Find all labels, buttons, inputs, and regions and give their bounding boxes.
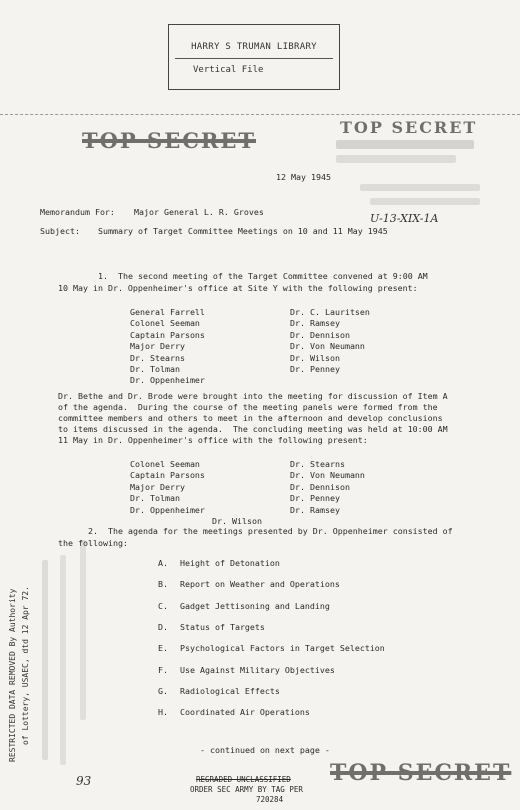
attendee: Dr. Von Neumann bbox=[290, 341, 365, 352]
redaction-mark bbox=[370, 198, 480, 205]
margin-note-line1: RESTRICTED DATA REMOVED By Authority bbox=[8, 588, 17, 762]
memo-for-label: Memorandum For: bbox=[40, 207, 115, 217]
continued-note: - continued on next page - bbox=[200, 745, 330, 755]
agenda-item: Report on Weather and Operations bbox=[180, 579, 340, 589]
memo-for-value: Major General L. R. Groves bbox=[134, 207, 264, 217]
attendee: Dr. Von Neumann bbox=[290, 470, 365, 481]
bethe-paragraph bbox=[58, 391, 520, 446]
handwritten-annotation bbox=[80, 540, 86, 720]
attendee: Dr. Ramsey bbox=[290, 318, 340, 329]
agenda-letter: D. bbox=[158, 622, 168, 632]
page-number: 93 bbox=[76, 774, 92, 788]
handwritten-annotation bbox=[60, 555, 66, 765]
attendee: Dr. Stearns bbox=[130, 352, 185, 363]
attendee: Dr. Dennison bbox=[290, 329, 350, 340]
top-divider bbox=[0, 114, 520, 115]
margin-note-line2: of Lottery, USAEC, dtd 12 Apr 72. bbox=[21, 586, 30, 745]
agenda-list bbox=[158, 558, 458, 718]
attendee: Dr. Stearns bbox=[290, 459, 345, 469]
redaction-mark bbox=[336, 140, 474, 149]
attendee-center: Dr. Wilson bbox=[212, 516, 262, 526]
agenda-item: Radiological Effects bbox=[180, 686, 280, 696]
agenda-item: Gadget Jettisoning and Landing bbox=[180, 601, 330, 611]
bethe-line: of the agenda. During the course of the meeting panels were formed from the bbox=[58, 402, 438, 412]
attendee: Dr. Oppenheimer bbox=[130, 504, 205, 515]
top-secret-stamp-bottom: TOP SECRET bbox=[330, 760, 512, 786]
para1-line1: 1. The second meeting of the Target Committee convened at 9:00 AM bbox=[98, 271, 428, 281]
agenda-item: Use Against Military Objectives bbox=[180, 665, 335, 675]
agenda-letter: F. bbox=[158, 665, 168, 675]
library-title: HARRY S TRUMAN LIBRARY bbox=[191, 42, 317, 52]
attendee: Captain Parsons bbox=[130, 329, 205, 340]
subject-label: Subject: bbox=[40, 226, 80, 236]
attendees-list-2 bbox=[130, 459, 390, 516]
top-secret-stamp-right: TOP SECRET bbox=[340, 118, 478, 137]
agenda-item: Coordinated Air Operations bbox=[180, 707, 310, 717]
attendee: Dr. Dennison bbox=[290, 481, 350, 492]
para2-line1: 2. The agenda for the meetings presented by Dr. Oppenheimer consisted of bbox=[88, 526, 453, 536]
redaction-mark bbox=[336, 155, 456, 163]
subject-value: Summary of Target Committee Meetings on 10 and 11 May 1945 bbox=[98, 226, 388, 236]
attendee: Major Derry bbox=[130, 341, 185, 352]
bethe-line: 11 May in Dr. Oppenheimer's office with the following present: bbox=[58, 435, 368, 445]
agenda-letter: C. bbox=[158, 601, 168, 611]
memo-date: 12 May 1945 bbox=[276, 172, 331, 182]
attendee: Dr. Penney bbox=[290, 364, 340, 375]
handwritten-code: U-13-XIX-1A bbox=[370, 212, 439, 225]
regraded-stamp-line1: REGRADED UNCLASSIFIED bbox=[196, 775, 291, 784]
agenda-letter: E. bbox=[158, 643, 168, 653]
attendee: Dr. Tolman bbox=[130, 493, 180, 504]
attendee: Dr. Penney bbox=[290, 493, 340, 504]
agenda-letter: A. bbox=[158, 558, 168, 568]
regraded-stamp-line2: ORDER SEC ARMY BY TAG PER bbox=[190, 785, 303, 794]
agenda-letter: H. bbox=[158, 707, 168, 717]
para2-line2: the following: bbox=[58, 538, 128, 548]
attendees-list-1 bbox=[130, 307, 390, 387]
regraded-stamp-line3: 720284 bbox=[256, 795, 284, 804]
agenda-letter: G. bbox=[158, 686, 168, 696]
top-secret-stamp-left: TOP SECRET bbox=[82, 128, 256, 153]
bethe-line: committee members and others to meet in the afternoon and develop conclusions bbox=[58, 413, 443, 423]
agenda-letter: B. bbox=[158, 579, 168, 589]
agenda-item: Psychological Factors in Target Selection bbox=[180, 643, 385, 653]
redaction-mark bbox=[360, 184, 480, 191]
library-label bbox=[168, 24, 340, 90]
attendee: Dr. Tolman bbox=[130, 364, 180, 375]
attendee: Dr. Wilson bbox=[290, 352, 340, 363]
attendee: Dr. Oppenheimer bbox=[130, 375, 205, 386]
attendee: Dr. C. Lauritsen bbox=[290, 307, 370, 317]
bethe-line: to items discussed in the agenda. The concluding meeting was held at 10:00 AM bbox=[58, 424, 448, 434]
agenda-item: Height of Detonation bbox=[180, 558, 280, 568]
handwritten-annotation bbox=[42, 560, 48, 760]
attendee: Colonel Seeman bbox=[130, 318, 200, 329]
attendee: Colonel Seeman bbox=[130, 459, 200, 469]
agenda-item: Status of Targets bbox=[180, 622, 265, 632]
library-subtitle: Vertical File bbox=[193, 65, 264, 75]
attendee: Captain Parsons bbox=[130, 470, 205, 481]
label-divider bbox=[175, 58, 333, 59]
bethe-line: Dr. Bethe and Dr. Brode were brought into the meeting for discussion of Item A bbox=[58, 391, 448, 401]
attendee: General Farrell bbox=[130, 307, 205, 317]
attendee: Major Derry bbox=[130, 481, 185, 492]
attendee: Dr. Ramsey bbox=[290, 504, 340, 515]
para1-line2: 10 May in Dr. Oppenheimer's office at Site Y with the following present: bbox=[58, 283, 418, 293]
